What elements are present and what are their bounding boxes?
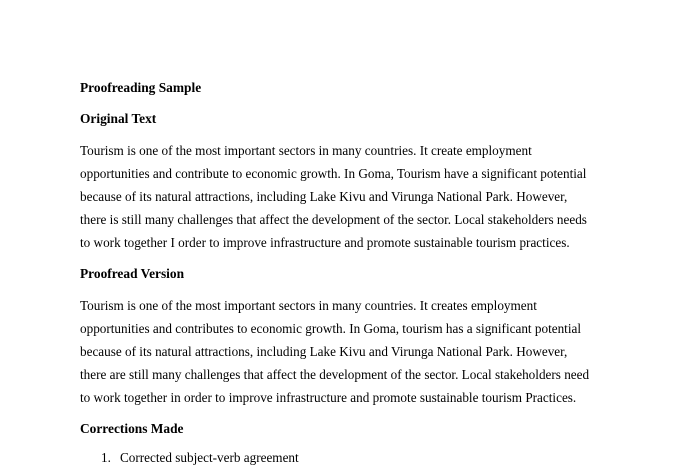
original-text-paragraph (80, 139, 600, 254)
document-page (80, 78, 600, 469)
document-title: Proofreading Sample (80, 80, 202, 95)
corrections-made-heading: Corrections Made (80, 421, 184, 436)
proofread-line: to work together in order to improve infrastructure and promote sustainable tourism Practices. (80, 390, 577, 405)
list-item-number: 1. (101, 450, 111, 465)
original-line: Tourism is one of the most important sectors in many countries. It create employment (80, 143, 532, 158)
original-line: opportunities and contribute to economic growth. In Goma, Tourism have a significant potential (80, 166, 587, 181)
list-item (80, 446, 600, 469)
list-item-text: Corrected subject-verb agreement (120, 450, 299, 465)
original-line: to work together I order to improve infrastructure and promote sustainable tourism practices. (80, 235, 570, 250)
proofread-line: there are still many challenges that affect the development of the sector. Local stakeholders need (80, 367, 590, 382)
proofread-version-heading: Proofread Version (80, 266, 185, 281)
original-line: because of its natural attractions, including Lake Kivu and Virunga National Park. However, (80, 189, 568, 204)
proofread-line: because of its natural attractions, including Lake Kivu and Virunga National Park. However, (80, 344, 568, 359)
original-line: there is still many challenges that affect the development of the sector. Local stakeholders needs (80, 212, 587, 227)
proofread-line: Tourism is one of the most important sectors in many countries. It creates employment (80, 298, 537, 313)
proofread-version-paragraph (80, 294, 600, 409)
corrections-list (80, 446, 600, 469)
proofread-line: opportunities and contributes to economic growth. In Goma, tourism has a significant potential (80, 321, 582, 336)
original-text-heading: Original Text (80, 111, 157, 126)
